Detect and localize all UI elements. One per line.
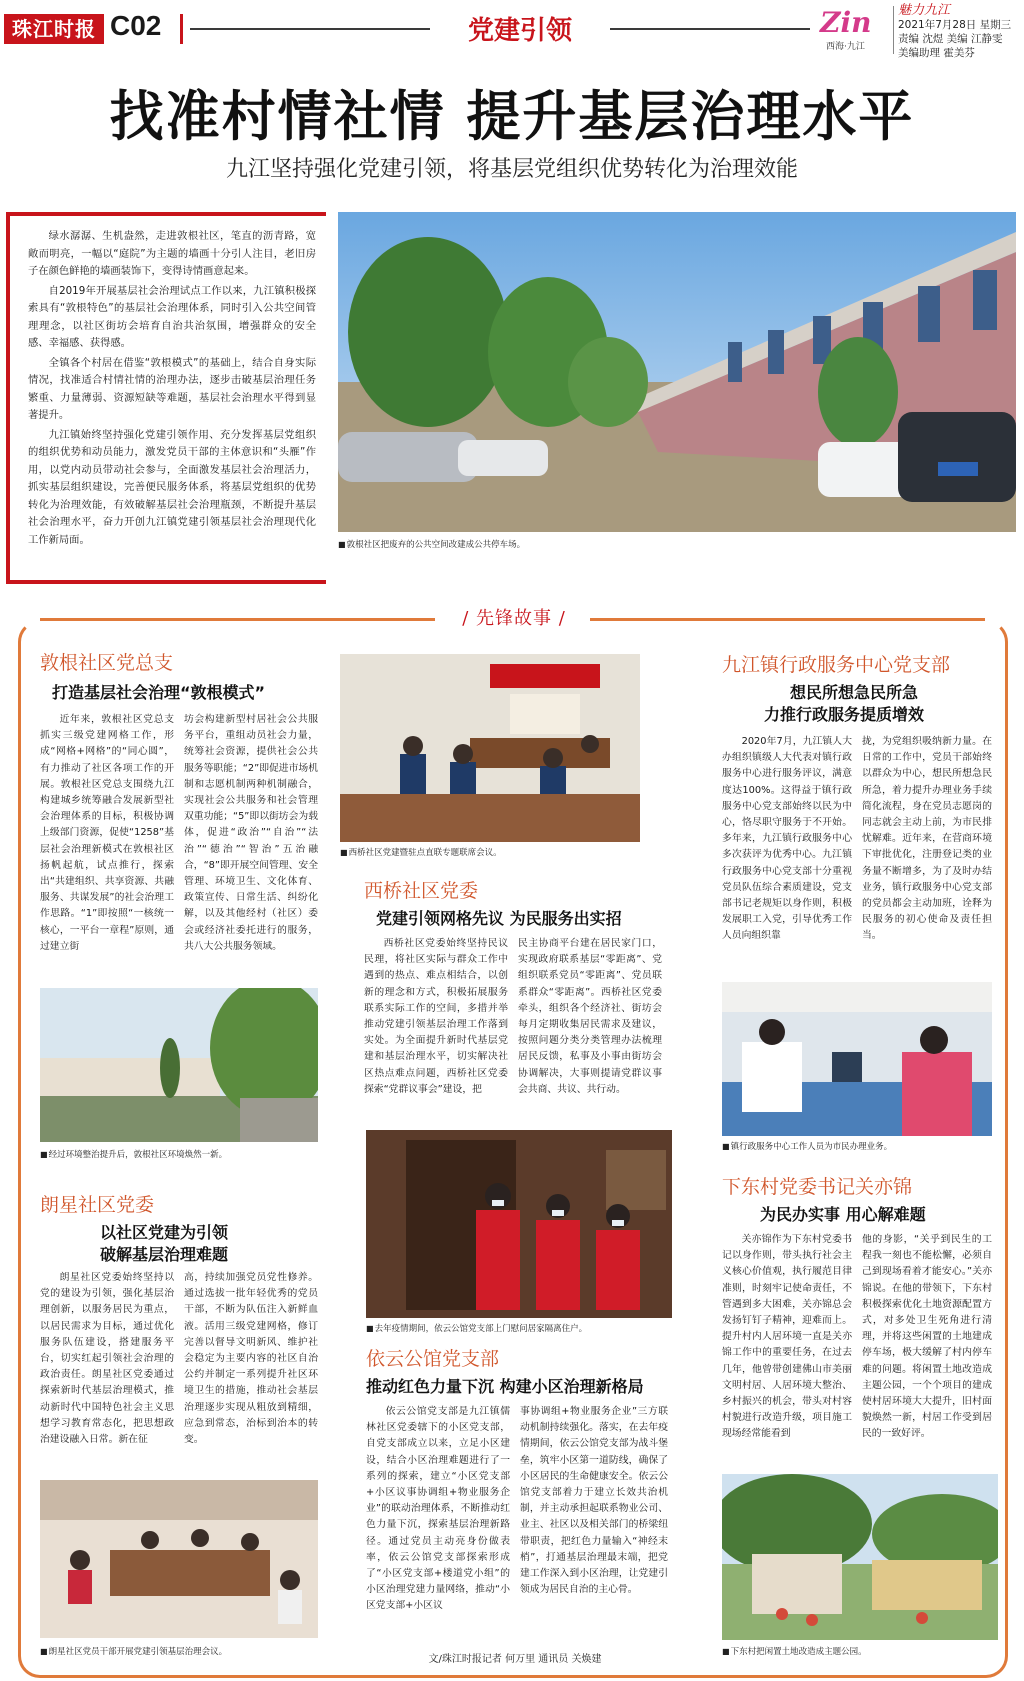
admin-center-subtitle-1: 想民所想急民所急 xyxy=(790,683,919,702)
langxing-text-1: 朗星社区党委始终坚持以党的建设为引领，强化基层治理创新，以服务居民为重点，以居民需求为目标，通过优化服务队伍建设，搭建服务平台，切实红起引领社会治理的政治责任。朗星社区党委通过探索新时代基层治理模式，推动新时代中国特色社会主义思想学习教育常态化，把思想政治建设融入日常。新在征 xyxy=(40,1272,174,1446)
header-info xyxy=(898,4,1024,60)
langxing-meeting-photo xyxy=(40,1480,318,1638)
langxing-name: 朗星社区党委 xyxy=(40,1194,155,1216)
langxing-subtitle-2: 破解基层治理难题 xyxy=(100,1245,229,1264)
yiyun-text-1: 依云公馆党支部是九江镇儒林社区党委辖下的小区党支部，自党支部成立以来，立足小区建设，结合小区治理难题进行了一系列的探索，建立“小区党支部+小区议事协调组+物业服务企业”的联动治理体系，不断推动红色力量下沉，探索基层治理新路径。通过党员主动亮身份做表率，依云公馆党支部探索形成了“小区党支部+楼道党小组”的小区治理党建力量网络，推动“小区党支部+小区议 xyxy=(366,1406,510,1612)
dungen-subtitle: 打造基层社会治理“敦根模式” xyxy=(52,683,266,702)
yiyun-name: 依云公馆党支部 xyxy=(366,1348,500,1370)
admin-center-text-1: 2020年7月，九江镇人大办组织镇级人大代表对镇行政服务中心进行服务评议，满意度达100%。这得益于镇行政服务中心党支部始终以民为中心，恪尽职守服务于不开始。多年来，九江镇行政服务中心多次获评为优秀中心。九江镇行政服务中心党支部十分重视党员队伍综合素质建设，党支部书记老规矩以身作则，积极发展职工入党，引导优秀工作人员向组织靠 xyxy=(722,736,852,942)
intro-paragraph: 九江镇始终坚持强化党建引领作用、充分发挥基层党组织的组织优势和动员能力，激发党员干部的主体意识和“头雁”作用，以党内动员带动社会参与，全面激发基层社会治理活力，抓实基层组织建设，完善便民服务体系，将基层党组织的优势转化为治理效能，有效破解基层社会治理瓶颈，不断提升基层社会治理水平，奋力开创九江镇党建引领基层社会治理现代化工作新局面。 xyxy=(28,428,316,546)
intro-paragraph: 自2019年开展基层社会治理试点工作以来，九江镇积极探索具有“敦根特色”的基层社会治理体系，同时引入公共空间管理理念，以社区街坊会培育自治共治氛围，增强群众的安全感、幸福感、获得感。 xyxy=(28,284,316,349)
pioneer-rule-right xyxy=(590,618,985,621)
pioneer-section-title: / 先锋故事 / xyxy=(462,608,566,629)
langxing-text-2: 高，持续加强党员党性修养。通过选拔一批年轻优秀的党员干部，不断为队伍注入新鲜血液。活用三级党建网格，修订完善以督导文明新风、维护社会稳定为主要内容的社区自治公约并制定一系列提升社区环境卫生的措施，推动社会基层治理逐步实现从粗放到精细，应急到常态，治标到治本的转变。 xyxy=(184,1272,318,1446)
langxing-column-2 xyxy=(184,1270,318,1478)
xiadong-text-1: 关亦锦作为下东村党委书记以身作则，带头执行社会主义核心价值观，执行履范目律准则，时刻牢记使命责任，不管遇到多大困难，关亦锦总会发扬钉钉子精神，迎难而上。提升村内人居环境一直是关亦锦工作中的重要任务，在过去几年，他曾带创建佛山市美丽文明村居、人居环境大整治、乡村振兴的机会，带头对村容村貌进行改造升级，项目施工现场经常能看到 xyxy=(722,1234,852,1440)
yiyun-column-1 xyxy=(366,1404,510,1630)
header-rule-right xyxy=(610,28,810,30)
header-divider xyxy=(180,14,183,44)
xiadong-column-2 xyxy=(862,1232,992,1468)
xiadong-column-1 xyxy=(722,1232,852,1468)
yiyun-volunteers-photo xyxy=(366,1130,672,1318)
intro-box xyxy=(6,212,326,584)
dungen-column-2 xyxy=(184,712,318,978)
masthead xyxy=(0,0,1024,58)
xiqiao-column-2 xyxy=(518,936,662,1098)
pioneer-rule-left xyxy=(40,618,435,621)
xiadong-caption: ■ 下东村把闲置土地改造成主题公园。 xyxy=(722,1645,867,1657)
admin-center-subtitle-2: 力推行政服务提质增效 xyxy=(764,705,925,724)
dungen-column-1 xyxy=(40,712,174,978)
xiadong-park-photo xyxy=(722,1474,998,1640)
paper-logo: 珠江时报 xyxy=(4,14,104,44)
designer-line: 美编助理 霍美芬 xyxy=(898,47,975,59)
xiqiao-text-2: 民主协商平台建在居民家门口，实现政府联系基层“零距离”、党组织联系党员“零距离”、党员联系群众“零距离”。西桥社区党委牵头，组织各个经济社、街坊会每月定期收集居民需求及建议，按照问题分类分类管理办法梳理居民反馈，私事及小事由街坊会协调解决，大事则提请党群议事会共商、共议、共行动。 xyxy=(518,938,662,1095)
parking-lot-photo xyxy=(338,212,1016,532)
intro-paragraph: 全镇各个村居在借鉴“敦根模式”的基础上，结合自身实际情况，找准适合村情社情的治理办法，逐步击破基层治理任务繁重、力量薄弱、资源短缺等难题，基层社会治理水平得到显著提升。 xyxy=(28,356,316,421)
langxing-caption: ■ 朗星社区党员干部开展党建引领基层治理会议。 xyxy=(40,1645,227,1657)
xiadong-text-2: 他的身影，“关乎到民生的工程我一刻也不能松懈，必须自己到现场看着才能安心。”关亦锦说。在他的带领下，下东村积极探索优化土地资源配置方式，对多处卫生死角进行清理，并将这些闲置的土地建成停车场，极大缓解了村内停车难的问题。将闲置土地改造成主题公园，一个个项目的建成使村居环境大大提升，旧村面貌焕然一新，村居工作受到居民的一致好评。 xyxy=(862,1234,992,1440)
langxing-subtitle-1: 以社区党建为引领 xyxy=(100,1223,229,1242)
byline: 文/珠江时报记者 何万里 通讯员 关焕建 xyxy=(428,1654,602,1665)
dungen-caption: ■ 经过环境整治提升后，敦根社区环境焕然一新。 xyxy=(40,1148,227,1160)
xiqiao-text-1: 西桥社区党委始终坚持民议民理，将社区实际与群众工作中遇到的热点、难点相结合，以创新的理念和方式，积极拓展服务联系实际工作的空间，多措并举推动党建引领基层治理工作落到实处。为全面提升新时代基层党建和基层治理水平，切实解决社区热点难点问题，西桥社区党委探索“党群议事会”建设，把 xyxy=(364,938,508,1095)
yiyun-text-2: 事协调组+物业服务企业”三方联动机制持续强化。落实，在去年疫情期间，依云公馆党支部为战斗堡垒，筑牢小区第一道防线，确保了小区居民的生命健康安全。依云公馆党支部着力于建立长效共治机制，并主动承担起联系物业公司、业主、社区以及相关部门的桥梁纽带职责，把红色力量输入“神经末梢”，打通基层治理最末端，把党建工作深入到小区治理，让党建引领成为居民自治的主心骨。 xyxy=(520,1406,668,1596)
xiqiao-column-1 xyxy=(364,936,508,1098)
brand-logo-art: Zin xyxy=(820,6,872,39)
dungen-river-photo xyxy=(40,988,318,1142)
yiyun-caption: ■ 去年疫情期间，依云公馆党支部上门慰问居家隔离住户。 xyxy=(366,1322,587,1334)
brand-tagline: 魅力九江 xyxy=(898,3,951,18)
dungen-text-2: 坊会构建新型村居社会公共服务平台，重组动员社会力量，统筹社会资源，提供社会公共服务等职能；“2”即促进市场机制和志愿机制两种机制融合，实现社会公共服务和社会管理双重功能；“5”即以街坊会为载体，促进“政治”“自治”“法治”“德治”“智治”五治融合，“8”即开展空间管理、安全管理、环境卫生、文化体育、政策宣传、日常生活、纠纷化解，以及其他经村（社区）委会或经济社委托进行的服务，共八大公共服务领域。 xyxy=(184,714,318,952)
xiadong-subtitle: 为民办实事 用心解难题 xyxy=(760,1205,926,1224)
xiqiao-meeting-photo xyxy=(340,654,640,842)
admin-center-column-2 xyxy=(862,734,992,976)
xiqiao-subtitle: 党建引领网格先议 为民服务出实招 xyxy=(376,909,622,928)
xiqiao-caption: ■ 西桥社区党建暨驻点直联专题联席会议。 xyxy=(340,846,502,858)
page-number: C02 xyxy=(110,10,162,41)
dungen-name: 敦根社区党总支 xyxy=(40,652,174,674)
header-info-divider xyxy=(893,6,894,54)
dungen-text-1: 近年来，敦根社区党总支抓实三级党建网格工作，形成“网格+网格”的“同心圆”，有力推动了社区各项工作的开展。敦根社区党总支围绕九江构建城乡统筹融合发展新型社会治理体系的目标，积极协调上级部门资源，促使“1258”基层社会治理新模式在敦根社区扬帆起航，试点推行，探索出“共建组织、共享资源、共融服务、共谋发展”的社会治理工作思路。“1”即按照“一核统一核心，一平台一章程”原则，通过建立街 xyxy=(40,714,174,952)
brand-logo-caption: 西海·九江 xyxy=(826,42,865,52)
xiadong-name: 下东村党委书记关亦锦 xyxy=(722,1176,913,1198)
admin-center-name: 九江镇行政服务中心党支部 xyxy=(722,654,951,676)
brand-logo xyxy=(820,6,892,50)
parking-lot-caption: ■ 敦根社区把废弃的公共空间改建成公共停车场。 xyxy=(338,538,525,550)
admin-center-column-1 xyxy=(722,734,852,976)
date-line: 2021年7月28日 星期三 xyxy=(898,19,1012,31)
intro-paragraph: 绿水潺潺、生机盎然，走进敦根社区，笔直的沥青路，宽敞而明亮，一幅以“庭院”为主题的墙画十分引人注目，老旧房子在颜色鲜艳的墙画装饰下，变得诗情画意起来。 xyxy=(28,230,316,277)
main-headline: 找准村情社情 提升基层治理水平 xyxy=(109,84,915,148)
langxing-column-1 xyxy=(40,1270,174,1478)
yiyun-subtitle: 推动红色力量下沉 构建小区治理新格局 xyxy=(366,1377,644,1396)
admin-center-photo xyxy=(722,982,992,1136)
main-subhead: 九江坚持强化党建引领，将基层党组织优势转化为治理效能 xyxy=(225,157,798,182)
admin-center-text-2: 拢，为党组织吸纳新力量。在日常的工作中，党员干部始终以群众为中心，想民所想急民所急，着力提升办理业务手续简化流程，身在党员志愿岗的同志就会主动上前，为市民排忧解难。近年来，在营商环境下审批优化，注册登记类的业务量不断增多，为了及时办结业务，镇行政服务中心党支部的党员都会主动加班，诠释为民服务的初心使命及责任担当。 xyxy=(862,736,992,942)
editors-line: 责编 沈煜 美编 江静雯 xyxy=(898,33,1003,45)
admin-center-caption: ■ 镇行政服务中心工作人员为市民办理业务。 xyxy=(722,1140,892,1152)
section-title: 党建引领 xyxy=(467,16,572,46)
header-rule-left xyxy=(190,28,430,30)
xiqiao-name: 西桥社区党委 xyxy=(364,880,479,902)
yiyun-column-2 xyxy=(520,1404,668,1630)
